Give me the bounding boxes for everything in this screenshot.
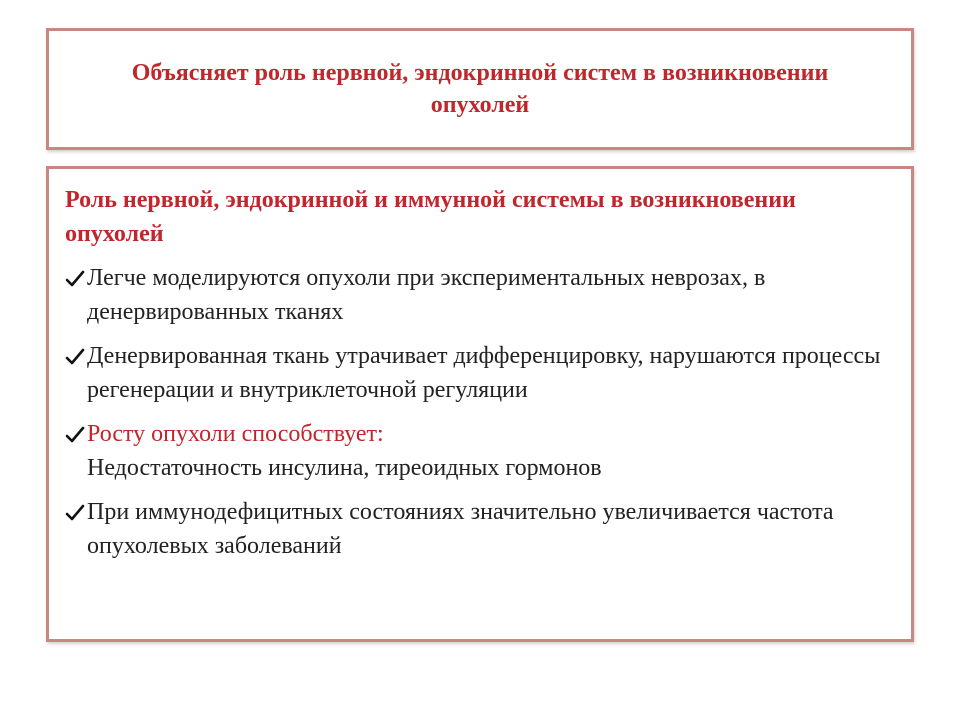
slide-title: Объясняет роль нервной, эндокринной систем в возникновении опухолей (131, 60, 829, 118)
bullet-list (65, 261, 897, 563)
list-item (65, 261, 897, 329)
list-item (65, 339, 897, 407)
list-item-text: Легче моделируются опухоли при экспериментальных неврозах, в денервированных тканях (87, 265, 766, 325)
list-item-text: Недостаточность инсулина, тиреоидных гормонов (87, 455, 602, 481)
checkmark-icon (65, 503, 85, 523)
list-item (65, 495, 897, 563)
list-item-text: Денервированная ткань утрачивает дифференцировку, нарушаются процессы регенерации и внутриклеточной регуляции (87, 343, 881, 403)
checkmark-icon (65, 425, 85, 445)
list-item (65, 417, 897, 485)
content-subtitle: Роль нервной, эндокринной и иммунной системы в возникновении опухолей (65, 187, 796, 247)
checkmark-icon (65, 269, 85, 289)
content-box (46, 166, 914, 642)
list-item-highlight: Росту опухоли способствует: (87, 421, 384, 447)
title-box (46, 28, 914, 150)
checkmark-icon (65, 347, 85, 367)
list-item-text: При иммунодефицитных состояниях значительно увеличивается частота опухолевых заболеваний (87, 499, 834, 559)
